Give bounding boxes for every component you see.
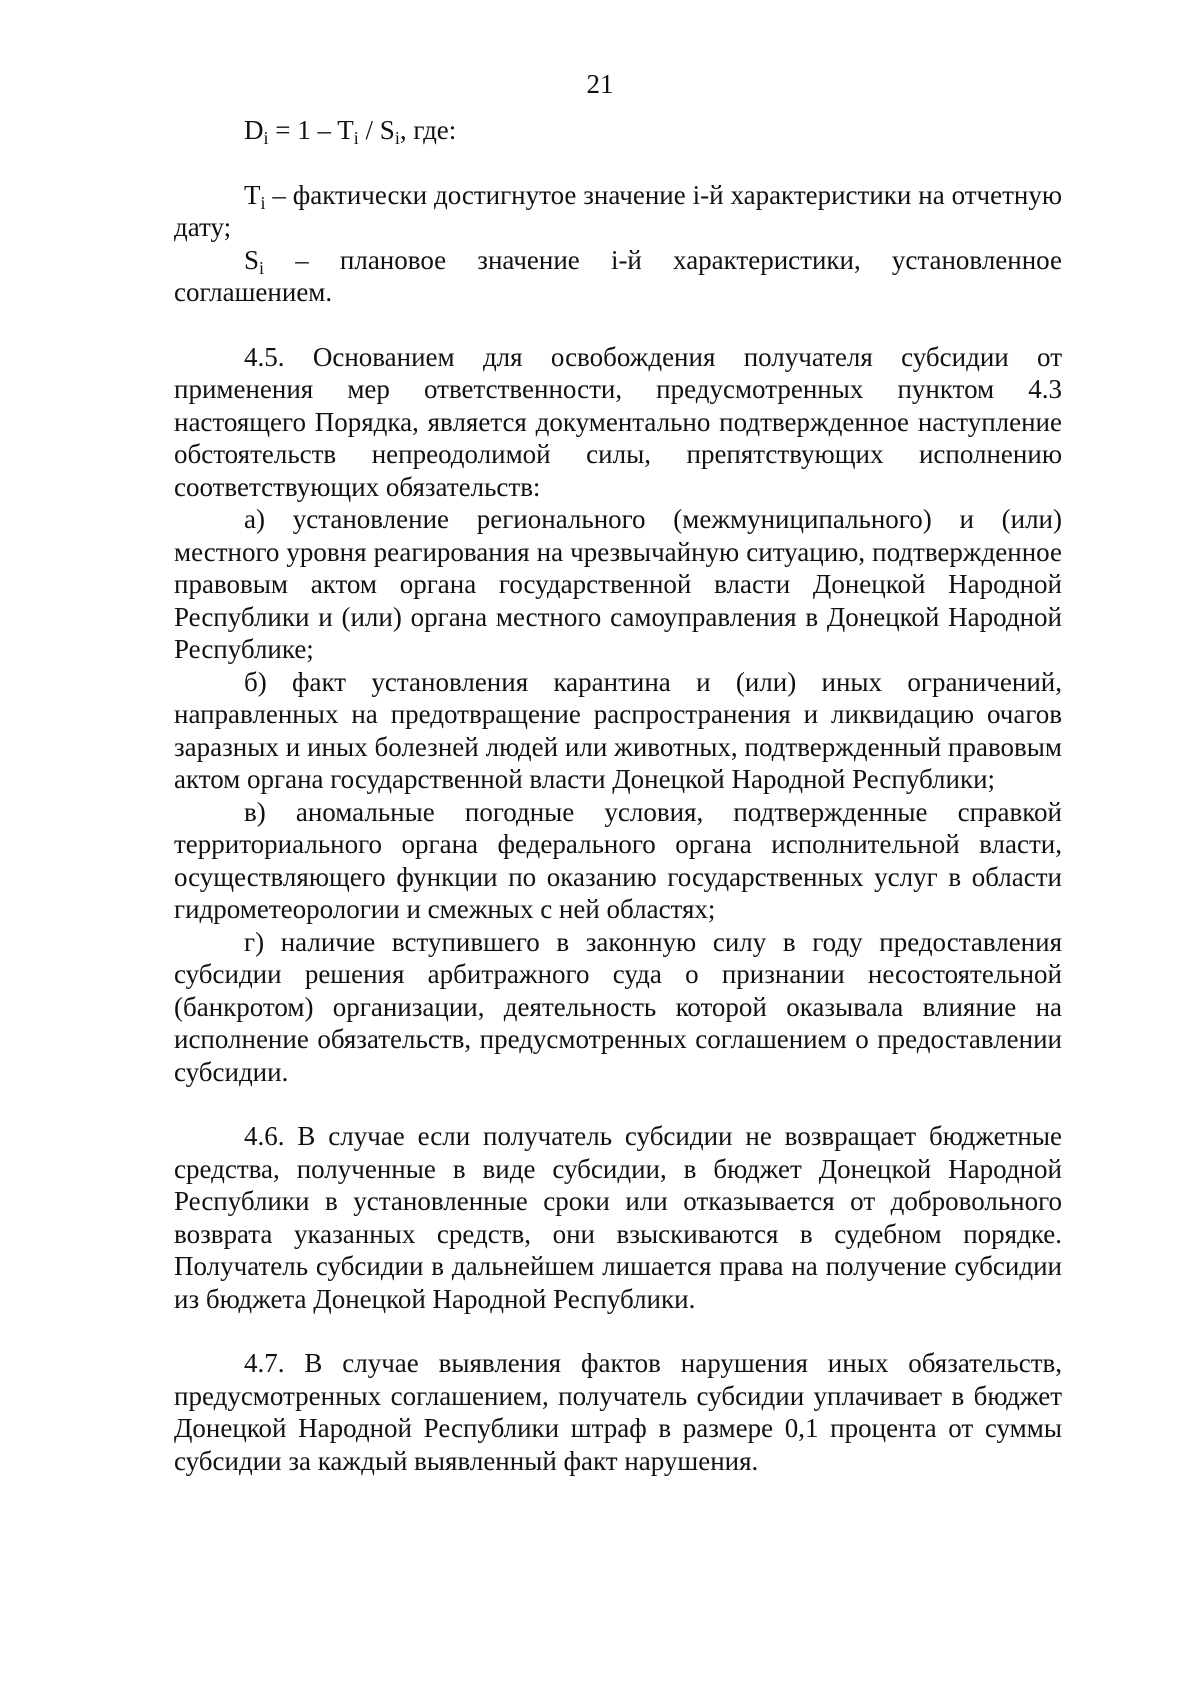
section-4-5-item-v: в) аномальные погодные условия, подтвержденные справкой территориального органа федерального органа исполнительной власти, осуществляющего функции по оказанию государственных услуг в области гидрометеорологии и смежных с ней областях; bbox=[174, 796, 1062, 924]
definition-t bbox=[174, 179, 1062, 244]
formula-equals: = 1 – bbox=[268, 115, 338, 145]
formula-tail: , где: bbox=[399, 115, 457, 145]
spacer bbox=[174, 309, 1062, 341]
definition-t-symbol: T bbox=[244, 179, 261, 210]
formula-d-subscript: i bbox=[263, 128, 269, 148]
spacer bbox=[174, 147, 1062, 179]
section-4-5-intro: 4.5. Основанием для освобождения получателя субсидии от применения мер ответственности, предусмотренных пунктом 4.3 настоящего Порядка, является документально подтвержденное наступление обстоятельств непреодолимой силы, препятствующих исполнению соответствующих обязательств: bbox=[174, 341, 1062, 502]
section-4-5-item-a: а) установление регионального (межмуниципального) и (или) местного уровня реагирования на чрезвычайную ситуацию, подтвержденное правовым актом органа государственной власти Донецкой Народной Республики и (или) органа местного самоуправления в Донецкой Народной Республике; bbox=[174, 504, 1062, 664]
spacer bbox=[174, 1315, 1062, 1347]
section-4-5-item-g: г) наличие вступившего в законную силу в году предоставления субсидии решения арбитражного суда о признании несостоятельной (банкротом) организации, деятельность которой оказывала влияние на исполнение обязательств, предусмотренных соглашением о предоставлении субсидии. bbox=[174, 926, 1062, 1087]
section-4-7: 4.7. В случае выявления фактов нарушения иных обязательств, предусмотренных соглашением, получатель субсидии уплачивает в бюджет Донецкой Народной Республики штраф в размере 0,1 процента от суммы субсидии за каждый выявленный факт нарушения. bbox=[174, 1348, 1062, 1476]
definition-t-subscript: i bbox=[260, 192, 266, 213]
formula-d: D bbox=[244, 115, 264, 145]
formula bbox=[174, 114, 1062, 147]
definition-s-text: – плановое значение i-й характеристики, установленное соглашением. bbox=[174, 244, 1062, 307]
definition-s-symbol: S bbox=[244, 244, 260, 275]
formula-s-subscript: i bbox=[394, 128, 400, 148]
formula-t-subscript: i bbox=[353, 128, 359, 148]
section-4-6: 4.6. В случае если получатель субсидии не возвращает бюджетные средства, полученные в виде субсидии, в бюджет Донецкой Народной Республики в установленные сроки или отказывается от добровольного возврата указанных средств, они взыскиваются в судебном порядке. Получатель субсидии в дальнейшем лишается права на получение субсидии из бюджета Донецкой Народной Республики. bbox=[174, 1121, 1062, 1314]
definition-s bbox=[174, 244, 1062, 309]
definition-t-text: – фактически достигнутое значение i-й характеристики на отчетную дату; bbox=[174, 179, 1062, 242]
spacer bbox=[174, 1088, 1062, 1120]
page-number: 21 bbox=[586, 69, 614, 99]
formula-slash: / bbox=[358, 115, 380, 145]
formula-s: S bbox=[379, 115, 395, 145]
definition-s-subscript: i bbox=[259, 257, 265, 278]
page-content bbox=[174, 114, 1062, 1477]
section-4-5-item-b: б) факт установления карантина и (или) иных ограничений, направленных на предотвращение распространения и ликвидацию очагов заразных и иных болезней людей или животных, подтвержденный правовым актом органа государственной власти Донецкой Народной Республики; bbox=[174, 666, 1062, 794]
formula-t: T bbox=[337, 115, 354, 145]
